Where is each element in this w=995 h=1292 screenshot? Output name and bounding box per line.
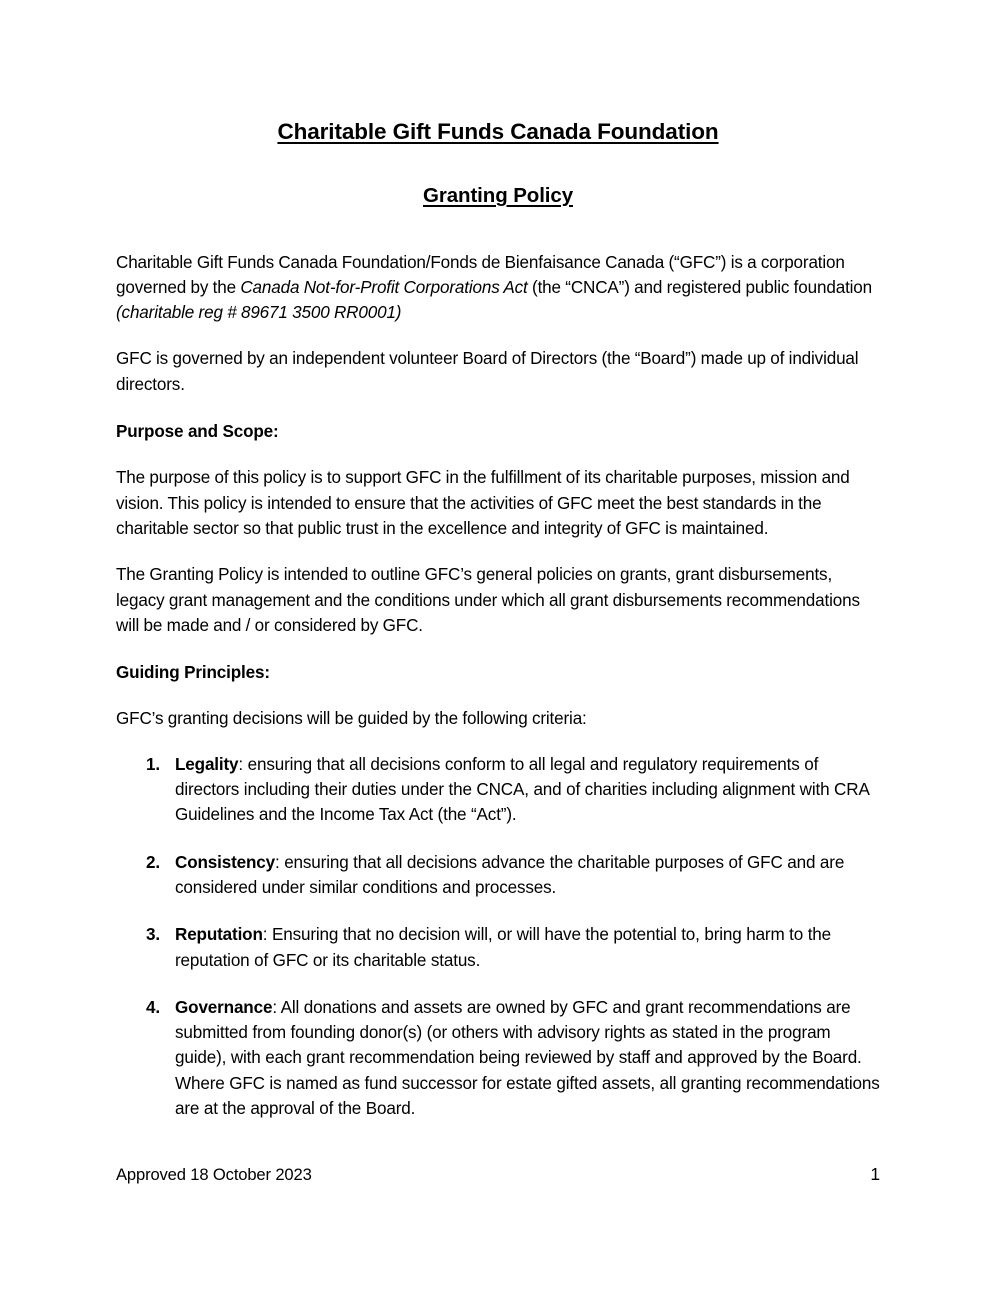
list-item-text: : Ensuring that no decision will, or will have the potential to, bring harm to the reputation of GFC or its charitable status. (175, 925, 832, 970)
list-item-marker: 2. (146, 852, 160, 872)
list-item-term: Legality (175, 754, 239, 774)
list-item-term: Governance (175, 997, 273, 1017)
list-item-term: Reputation (175, 925, 263, 945)
list-item-term: Consistency (175, 852, 275, 872)
list-item-marker: 4. (146, 997, 160, 1017)
intro-paragraph-2: GFC is governed by an independent volunteer Board of Directors (the “Board”) made up of individual directors. (116, 349, 859, 394)
purpose-paragraph-2: The Granting Policy is intended to outline GFC’s general policies on grants, grant disbursements, legacy grant management and the conditions under which all grant disbursements recommendations will be made and / or considered by GFC. (116, 565, 860, 635)
list-item-marker: 3. (146, 925, 160, 945)
list-item-text: : All donations and assets are owned by GFC and grant recommendations are submitted from founding donor(s) (or others with advisory rights as stated in the program guide), with each grant recommendation being reviewed by staff and approved by the Board. Where GFC is named as fund successor for estate gifted assets, all granting recommendations are at the approval of the Board. (175, 997, 880, 1119)
list-item-text: : ensuring that all decisions conform to all legal and regulatory requirements of directors including their duties under the CNCA, and of charities including alignment with CRA Guidelines and the Income Tax Act (the “Act”). (175, 754, 869, 825)
list-item (116, 922, 880, 973)
intro-paragraph-1 (116, 209, 880, 326)
document-subtitle-text: Granting Policy (423, 184, 573, 207)
intro-para1-segment-2: (the “CNCA”) and registered public foundation (527, 277, 873, 297)
list-item (116, 995, 880, 1121)
list-item (116, 752, 880, 828)
document-body (116, 0, 880, 1121)
list-item (116, 850, 880, 901)
document-title (116, 0, 880, 145)
list-item-text: : ensuring that all decisions advance the charitable purposes of GFC and are considered under similar conditions and processes. (175, 852, 845, 897)
heading-guiding-principles: Guiding Principles: (116, 663, 270, 683)
document-subtitle (116, 145, 880, 209)
intro-para1-segment-1: Charitable Gift Funds Canada Foundation/Fonds de Bienfaisance Canada (“GFC”) is a corporation governed by the (116, 252, 845, 297)
intro-para1-italic-act: Canada Not-for-Profit Corporations Act (240, 277, 528, 297)
purpose-paragraph-1: The purpose of this policy is to support GFC in the fulfillment of its charitable purposes, mission and vision. This policy is intended to ensure that the activities of GFC meet the best standards in the charitable sector so that public trust in the excellence and integrity of GFC is maintained. (116, 468, 850, 538)
list-item-marker: 1. (146, 754, 160, 774)
guiding-principles-list (116, 732, 880, 1122)
page-footer (116, 1163, 880, 1186)
intro-para1-italic-registration: (charitable reg # 89671 3500 RR0001) (116, 303, 402, 323)
footer-approved-date: Approved 18 October 2023 (116, 1165, 312, 1184)
heading-purpose-and-scope: Purpose and Scope: (116, 422, 279, 442)
guiding-principles-lead-in: GFC’s granting decisions will be guided by the following criteria: (116, 709, 587, 729)
document-title-text: Charitable Gift Funds Canada Foundation (277, 119, 719, 144)
footer-page-number: 1 (870, 1164, 880, 1184)
